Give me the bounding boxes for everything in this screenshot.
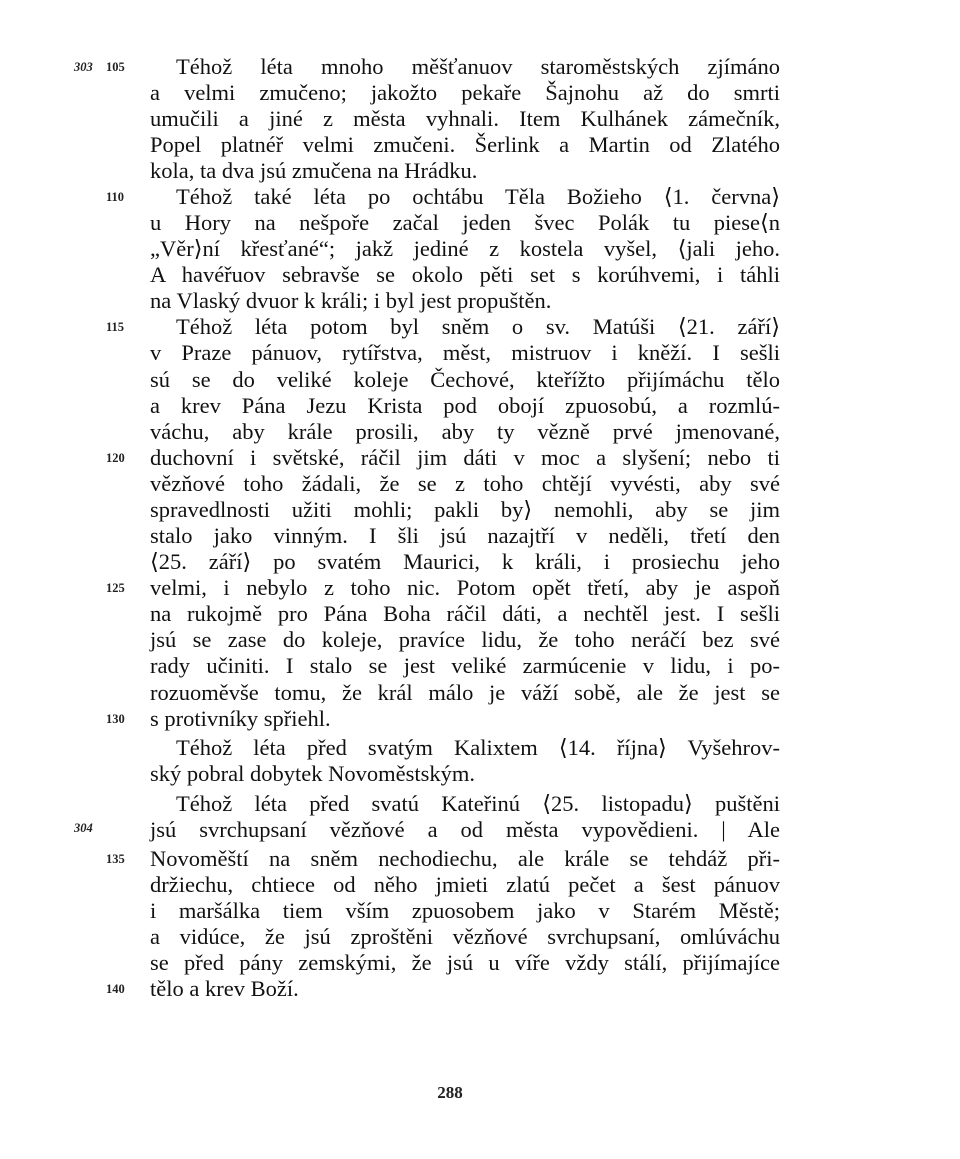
text-line: A havéřuov sebravše se okolo pěti set s korúhvemi, i táhli <box>150 262 780 287</box>
text-line: ský pobral dobytek Novoměstským. <box>150 761 475 786</box>
line-number: 110 <box>106 190 125 204</box>
text-line: Téhož léta mnoho měšťanuov staroměstských zjímáno <box>176 54 780 79</box>
text-line: Téhož léta před svatým Kalixtem ⟨14. října⟩ Vyšehrov- <box>176 735 780 760</box>
text-line: držiechu, chtiece od něho jmieti zlatú pečet a šest pánuov <box>150 872 780 897</box>
text-line: se před pány zemskými, že jsú u víře vždy stálí, přijímajíce <box>150 950 780 975</box>
line-number: 130 <box>106 712 125 726</box>
text-line: na rukojmě pro Pána Boha ráčil dáti, a nechtěl jest. I sešli <box>150 601 780 626</box>
line-number: 125 <box>106 581 125 595</box>
text-line: vězňové toho žádali, že se z toho chtějí vyvésti, aby své <box>150 471 780 496</box>
text-line: tělo a krev Boží. <box>150 976 299 1001</box>
text-line: velmi, i nebylo z toho nic. Potom opět třetí, aby je aspoň <box>150 575 780 600</box>
text-line: umučili a jiné z města vyhnali. Item Kulhánek zámečník, <box>150 106 780 131</box>
text-line: kola, ta dva jsú zmučena na Hrádku. <box>150 158 478 183</box>
text-line: a velmi zmučeno; jakožto pekaře Šajnohu až do smrti <box>150 80 780 105</box>
text-line: rozuoměvše tomu, že král málo je váží sobě, ale že jest se <box>150 680 780 705</box>
line-number: 105 <box>106 60 125 74</box>
text-line: Téhož léta před svatú Kateřinú ⟨25. listopadu⟩ puštěni <box>176 791 780 816</box>
text-line: u Hory na nešpoře začal jeden švec Polák tu piese⟨n <box>150 210 780 235</box>
line-number: 140 <box>106 982 125 996</box>
text-line: Téhož léta potom byl sněm o sv. Matúši ⟨21. září⟩ <box>176 314 780 339</box>
text-line: sú se do veliké koleje Čechové, kteřížto přijímáchu tělo <box>150 367 780 392</box>
text-line: „Věr⟩ní křesťané“; jakž jediné z kostela vyšel, ⟨jali jeho. <box>150 236 780 261</box>
text-line: i maršálka tiem vším zpuosobem jako v Starém Městě; <box>150 898 780 923</box>
text-line: rady učiniti. I stalo se jest veliké zarmúcenie v lidu, i po- <box>150 653 780 678</box>
text-line: ⟨25. září⟩ po svatém Maurici, k králi, i prosiechu jeho <box>150 549 780 574</box>
text-line: na Vlaský dvuor k králi; i byl jest propuštěn. <box>150 288 552 313</box>
text-line: Popel platnéř velmi zmučeni. Šerlink a Martin od Zlatého <box>150 132 780 157</box>
text-line: stalo jako vinným. I šli jsú nazajtří v neděli, třetí den <box>150 523 780 548</box>
line-number: 120 <box>106 451 125 465</box>
margin-page-ref: 303 <box>74 60 93 74</box>
text-line: a krev Pána Jezu Krista pod obojí zpuosobú, a rozmlú- <box>150 393 780 418</box>
text-line: s protivníky spřiehl. <box>150 706 331 731</box>
text-line: spravedlnosti užiti mohli; pakli by⟩ nemohli, aby se jim <box>150 497 780 522</box>
line-number: 115 <box>106 320 125 334</box>
margin-page-ref: 304 <box>74 821 93 835</box>
text-line: jsú svrchupsaní vězňové a od města vypovědieni. | Ale <box>150 817 780 842</box>
line-number: 135 <box>106 852 125 866</box>
page-number: 288 <box>437 1083 463 1102</box>
text-line: duchovní i světské, ráčil jim dáti v moc a slyšení; nebo ti <box>150 445 780 470</box>
text-line: a vidúce, že jsú zproštěni vězňové svrchupsaní, omlúváchu <box>150 924 780 949</box>
text-line: Téhož také léta po ochtábu Těla Božieho ⟨1. června⟩ <box>176 184 780 209</box>
text-line: váchu, aby krále prosili, aby ty vězně prvé jmenované, <box>150 419 780 444</box>
text-line: v Praze pánuov, rytířstva, měst, mistruov i kněží. I sešli <box>150 340 780 365</box>
text-line: Novoměští na sněm nechodiechu, ale krále se tehdáž při- <box>150 846 780 871</box>
text-line: jsú se zase do koleje, pravíce lidu, že toho neráčí bez své <box>150 627 780 652</box>
